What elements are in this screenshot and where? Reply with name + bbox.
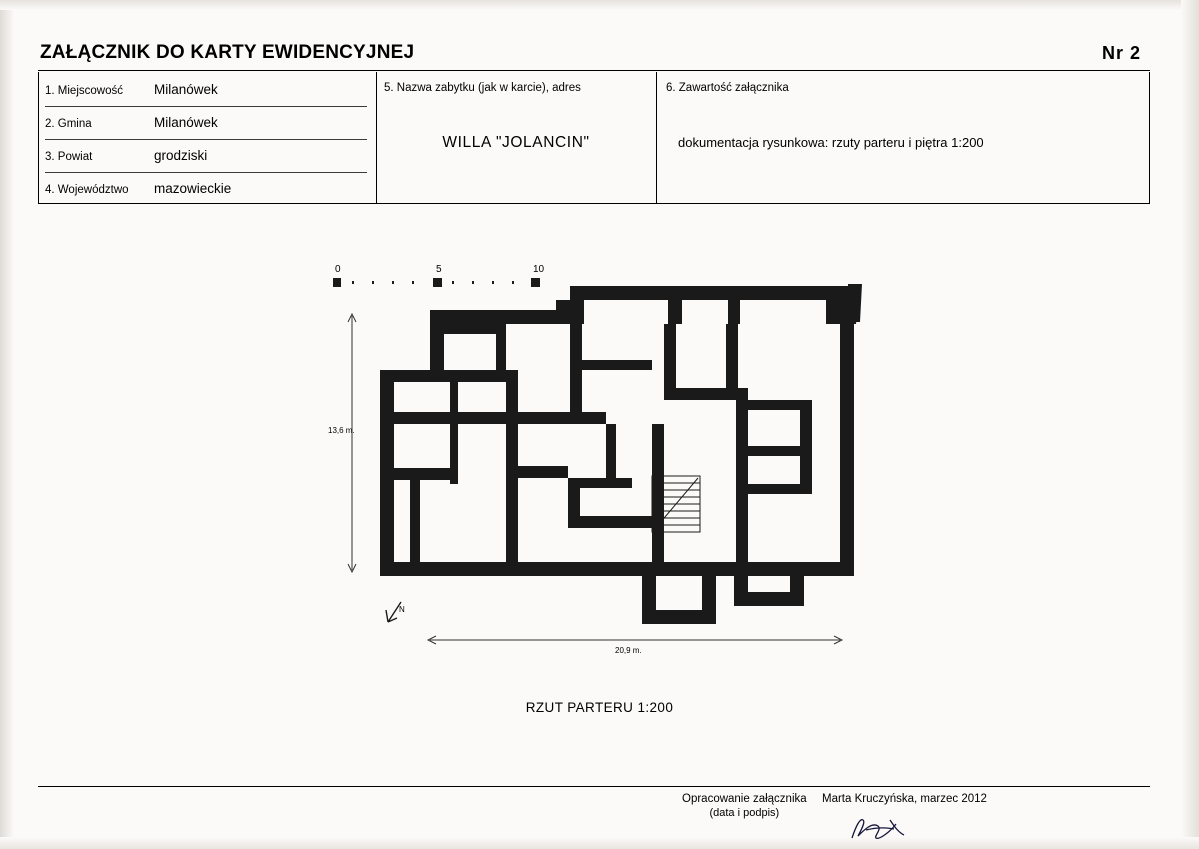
table-divider-2	[656, 72, 657, 203]
meta-underline	[45, 106, 367, 107]
meta-value: Milanówek	[154, 82, 218, 97]
footer-prepared-label: Opracowanie załącznika	[682, 793, 807, 805]
contents-value: dokumentacja rysunkowa: rzuty parteru i piętra 1:200	[678, 135, 984, 150]
footer-prepared-by	[682, 793, 807, 819]
scan-edge-left	[0, 0, 14, 849]
meta-row-voivodeship	[38, 177, 376, 210]
table-border-right	[1149, 72, 1150, 203]
document-title: ZAŁĄCZNIK DO KARTY EWIDENCYJNEJ	[40, 42, 415, 63]
meta-underline	[45, 172, 367, 173]
document-number: Nr 2	[1101, 43, 1141, 63]
meta-label: 1. Miejscowość	[45, 85, 123, 97]
scale-tick-10: 10	[533, 264, 545, 275]
meta-row-locality	[38, 78, 376, 111]
dimension-vertical-label: 13,6 m.	[328, 426, 355, 435]
meta-value: grodziski	[154, 148, 208, 163]
meta-table	[38, 72, 1150, 203]
dimension-horizontal-label: 20,9 m.	[615, 646, 642, 655]
meta-row-county	[38, 144, 376, 177]
north-arrow-label: N	[399, 605, 405, 614]
footer-author: Marta Kruczyńska, marzec 2012	[822, 793, 987, 805]
scan-edge-top	[0, 0, 1199, 10]
scan-edge-right	[1181, 0, 1199, 849]
meta-value: Milanówek	[154, 115, 218, 130]
scale-tick-0: 0	[335, 264, 341, 275]
meta-label: 4. Województwo	[45, 184, 129, 196]
meta-row-commune	[38, 111, 376, 144]
plan-caption: RZUT PARTERU 1:200	[525, 700, 674, 715]
meta-value: mazowieckie	[154, 181, 232, 196]
footer-rule	[38, 786, 1150, 787]
header-rule	[38, 70, 1150, 71]
scan-edge-bottom	[0, 837, 1199, 849]
monument-name-value: WILLA "JOLANCIN"	[442, 134, 590, 151]
meta-label: 2. Gmina	[45, 118, 92, 130]
meta-underline	[45, 139, 367, 140]
contents-label: 6. Zawartość załącznika	[666, 82, 789, 94]
floor-plan-drawing	[300, 240, 920, 670]
meta-label: 3. Powiat	[45, 151, 93, 163]
monument-name-label: 5. Nazwa zabytku (jak w karcie), adres	[384, 82, 581, 94]
footer-prepared-sub: (data i podpis)	[709, 807, 780, 819]
scale-tick-5: 5	[436, 264, 442, 275]
signature-mark	[846, 812, 916, 842]
floor-plan-svg	[300, 240, 920, 670]
